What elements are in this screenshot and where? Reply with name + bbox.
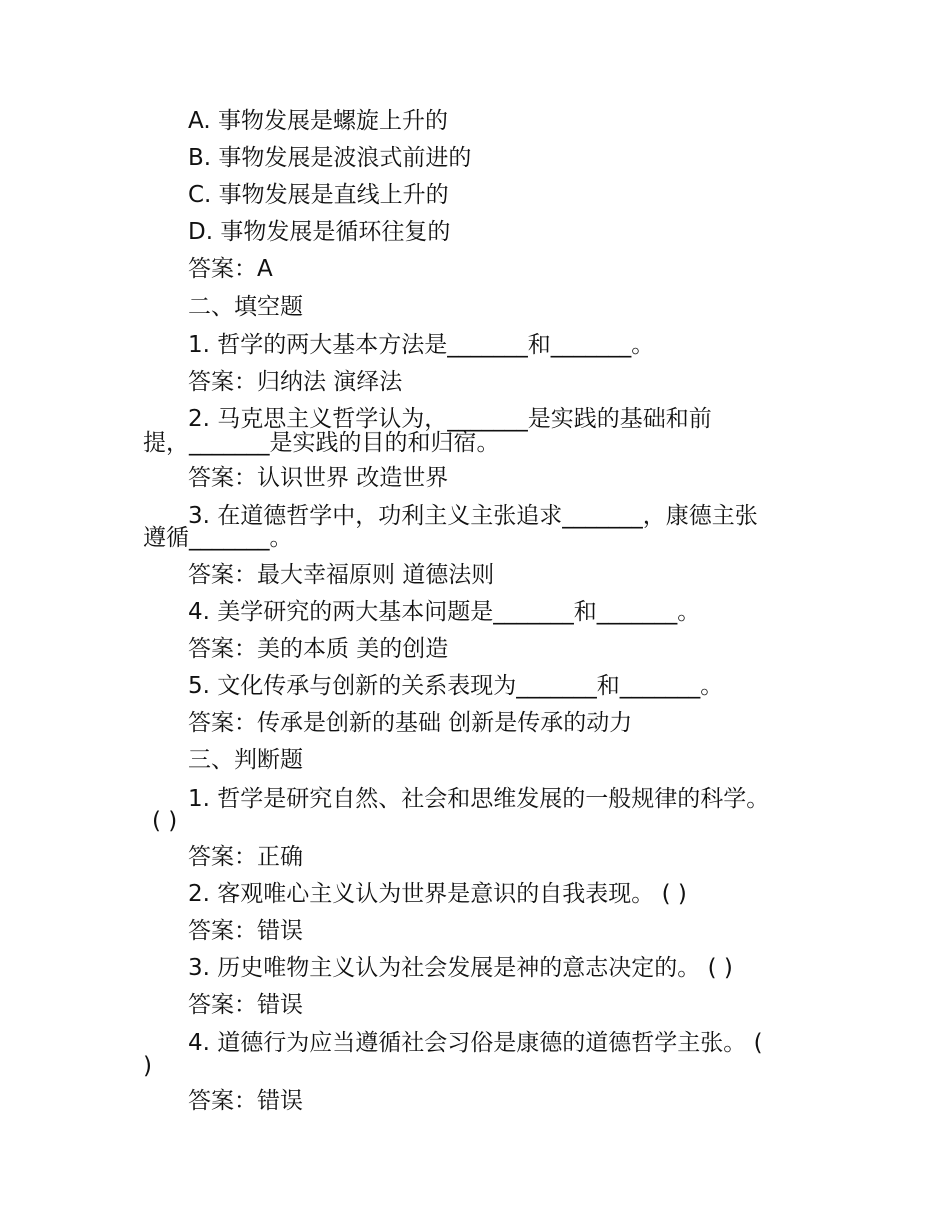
option-b: B. 事物发展是波浪式前进的 — [188, 145, 472, 171]
option-a: A. 事物发展是螺旋上升的 — [188, 108, 448, 134]
answer-line: 答案：错误 — [188, 1088, 303, 1114]
question-text: 1. 哲学是研究自然、社会和思维发展的一般规律的科学。 — [188, 786, 770, 812]
question-text: 4. 美学研究的两大基本问题是_______和_______。 — [188, 599, 701, 625]
question-text-continued: ( ) — [152, 808, 178, 834]
answer-line: 答案：传承是创新的基础 创新是传承的动力 — [188, 710, 633, 736]
question-text: 1. 哲学的两大基本方法是_______和_______。 — [188, 332, 655, 358]
answer-line: 答案：A — [188, 256, 273, 282]
answer-line: 答案：错误 — [188, 992, 303, 1018]
question-text: 4. 道德行为应当遵循社会习俗是康德的道德哲学主张。 ( — [188, 1030, 763, 1056]
question-text: 5. 文化传承与创新的关系表现为_______和_______。 — [188, 673, 724, 699]
section-heading-true-false: 三、判断题 — [188, 747, 303, 773]
answer-line: 答案：最大幸福原则 道德法则 — [188, 562, 495, 588]
answer-line: 答案：归纳法 演绎法 — [188, 369, 403, 395]
question-text-continued: ) — [143, 1053, 152, 1079]
option-d: D. 事物发展是循环往复的 — [188, 219, 451, 245]
answer-line: 答案：认识世界 改造世界 — [188, 465, 449, 491]
answer-line: 答案：美的本质 美的创造 — [188, 636, 449, 662]
question-text: 2. 马克思主义哲学认为，_______是实践的基础和前 — [188, 406, 712, 432]
option-c: C. 事物发展是直线上升的 — [188, 182, 449, 208]
question-text-continued: 提，_______是实践的目的和归宿。 — [143, 430, 500, 456]
question-text: 3. 历史唯物主义认为社会发展是神的意志决定的。 ( ) — [188, 955, 733, 981]
section-heading-fill-blank: 二、填空题 — [188, 294, 303, 320]
answer-line: 答案：正确 — [188, 844, 303, 870]
question-text-continued: 遵循_______。 — [143, 525, 293, 551]
question-text: 2. 客观唯心主义认为世界是意识的自我表现。 ( ) — [188, 881, 687, 907]
question-text: 3. 在道德哲学中，功利主义主张追求_______，康德主张 — [188, 503, 758, 529]
answer-line: 答案：错误 — [188, 918, 303, 944]
